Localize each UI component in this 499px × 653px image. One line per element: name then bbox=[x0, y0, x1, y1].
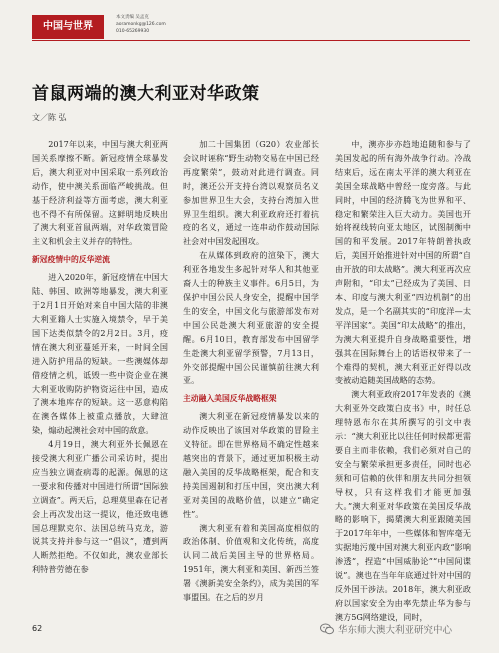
paragraph: 在从媒体到政府的渲染下，澳大利亚各地发生多起针对华人和其他亚裔人士的种族主义事件。6月5日，为保护中国公民人身安全，提醒中国学生的安全，中国文化与旅游部发布对中国公民赴澳大利亚旅游的安全提醒。6月10日，教育部发布中国留学生赴澳大利亚留学预警，7月13日，外交部提醒中国公民谨慎前往澳大利亚。 bbox=[183, 250, 319, 386]
editor-info bbox=[116, 14, 166, 35]
phone-line: 010-65269930 bbox=[116, 29, 150, 34]
article-byline: 文／陈 弘 bbox=[32, 113, 67, 122]
paragraph: 加二十国集团（G20）农业部长会议时诬称“野生动物交易在中国已经再度繁荣”，鼓动对此进行调查。同时，澳还公开支持台湾以观察员名义参加世界卫生大会，支持台湾加入世界卫生组织。澳大利亚政府还打着抗疫的名义，通过一连串动作鼓动国际社会对中国发起围攻。 bbox=[183, 139, 319, 247]
paragraph: 中，澳亦步亦趋地追随和参与了美国发起的所有海外战争行动。冷战结束后，远在南太平洋的澳大利亚在美国全球战略中曾经一度旁落。与此同时，中国的经济腾飞为世界和平、稳定和繁荣注入巨大动力。美国也开始将视线转向亚太地区，试图制衡中国的和平发展。2017年特朗普执政后，美国开始推进针对中国的所谓“自由开放的印太战略”。澳大利亚再次应声附和，“印太”已经成为了美国、日本、印度与澳大利亚“四边机制”的出发点，是一个名副其实的“印度洋—太平洋国家”。美国“印太战略”的推出，为澳大利亚提升自身战略重要性，增强其在国际舞台上的话语权带来了一个难得的契机，澳大利亚正好得以改变被动追随美国战略的态势。 bbox=[335, 139, 471, 386]
text-column-1 bbox=[32, 138, 168, 577]
watermark-text: 华东师大澳大利亚研究中心 bbox=[338, 625, 453, 636]
page-number: 62 bbox=[32, 624, 43, 633]
paragraph: 进入2020年，新冠疫情在中国大陆、韩国、欧洲等地暴发，澳大利亚于2月1日开始对来自中国大陆的非澳大利亚籍人士实施入境禁令，早于美国下达类似禁令的2月2日。3月，疫情在澳大利亚蔓延开来，一时间全国进入防护用品的短缺。一些澳媒体却借疫情之机，诋毁一些中资企业在澳大利亚收购防护物资运往中国，造成了澳本地库存的短缺。这一恶意构陷在澳各媒体上被重点播放，大肆渲染，煽动起澳社会对中国的敌意。 bbox=[32, 272, 168, 436]
article-title: 首鼠两端的澳大利亚对华政策 bbox=[32, 84, 260, 104]
text-column-2 bbox=[183, 138, 319, 605]
section-heading: 新冠疫情中的反华逆流 bbox=[32, 255, 110, 265]
paragraph: 澳大利亚政府2017年发表的《澳大利亚外交政策白皮书》中，时任总理特恩布尔在其所撰写的引文中表示：“澳大利亚比以往任何时候都更需要自主而非依赖，我们必须对自己的安全与繁荣承担更多责任，同时也必须和可信赖的伙伴和朋友共同分担领导权，只有这样我们才能更加强大。”澳大利亚对华政策在美国反华战略的影响下，揭橥澳大利亚跟随美国于2017年年中，一些媒体和智库毫无实据地污蔑中国对澳大利亚内政“影响渗透”，捏造“中国威胁论”“中国间谍说”。澳也在当年年底通过针对中国的反外国干涉法。2018年，澳大利亚政府以国家安全为由率先禁止华为参与澳方5G网络建设，同时， bbox=[335, 389, 471, 622]
editor-line: 本文责编 吴孟克 bbox=[116, 15, 149, 20]
section-heading: 主动融入美国反华战略框架 bbox=[183, 394, 277, 404]
wechat-icon bbox=[320, 623, 334, 635]
wechat-watermark bbox=[320, 622, 452, 636]
paragraph: 2017年以来，中国与澳大利亚两国关系摩擦不断。新冠疫情全球暴发后，澳大利亚对中国采取一系列政治动作，使中澳关系面临严峻挑战。但基于经济利益等方面考虑，澳大利亚也不得不有所保留。这鲜明地反映出了澳大利亚首鼠两端，对华政策冒险主义和机会主义并存的特性。 bbox=[32, 139, 168, 247]
text-column-3 bbox=[335, 138, 471, 625]
paragraph: 澳大利亚有着和美国高度相似的政治体制、价值观和文化传统，高度认同二战后美国主导的世界格局。1951年，澳大利亚和美国、新西兰签署《澳新美安全条约》，成为美国的军事盟国。在之后的岁月 bbox=[183, 522, 319, 603]
paragraph: 4月19日，澳大利亚外长佩恩在接受澳大利亚广播公司采访时，提出应当独立调查病毒的起源。佩恩的这一要求和传播对中国进行所谓“国际独立调查”。两天后，总理莫里森在记者会上再次发出这一提议，他还致电德国总理默克尔、法国总统马克龙，游说其支持并参与这一“倡议”，遭到两人断然拒绝。不仅如此，澳农业部长利特普劳德在参 bbox=[32, 439, 168, 575]
paragraph: 澳大利亚在新冠疫情暴发以来的动作反映出了该国对华政策的冒险主义特征。即在世界格局不确定性越来越突出的背景下，通过更加积极主动融入美国的反华战略框架，配合和支持美国遏制和打压中国，突出澳大利亚对美国的战略价值，以建立“确定性”。 bbox=[183, 411, 319, 519]
email-line: aoramonkg@126.com bbox=[116, 22, 166, 27]
section-label: 中国与世界 bbox=[32, 15, 104, 39]
header-rule bbox=[32, 40, 470, 41]
